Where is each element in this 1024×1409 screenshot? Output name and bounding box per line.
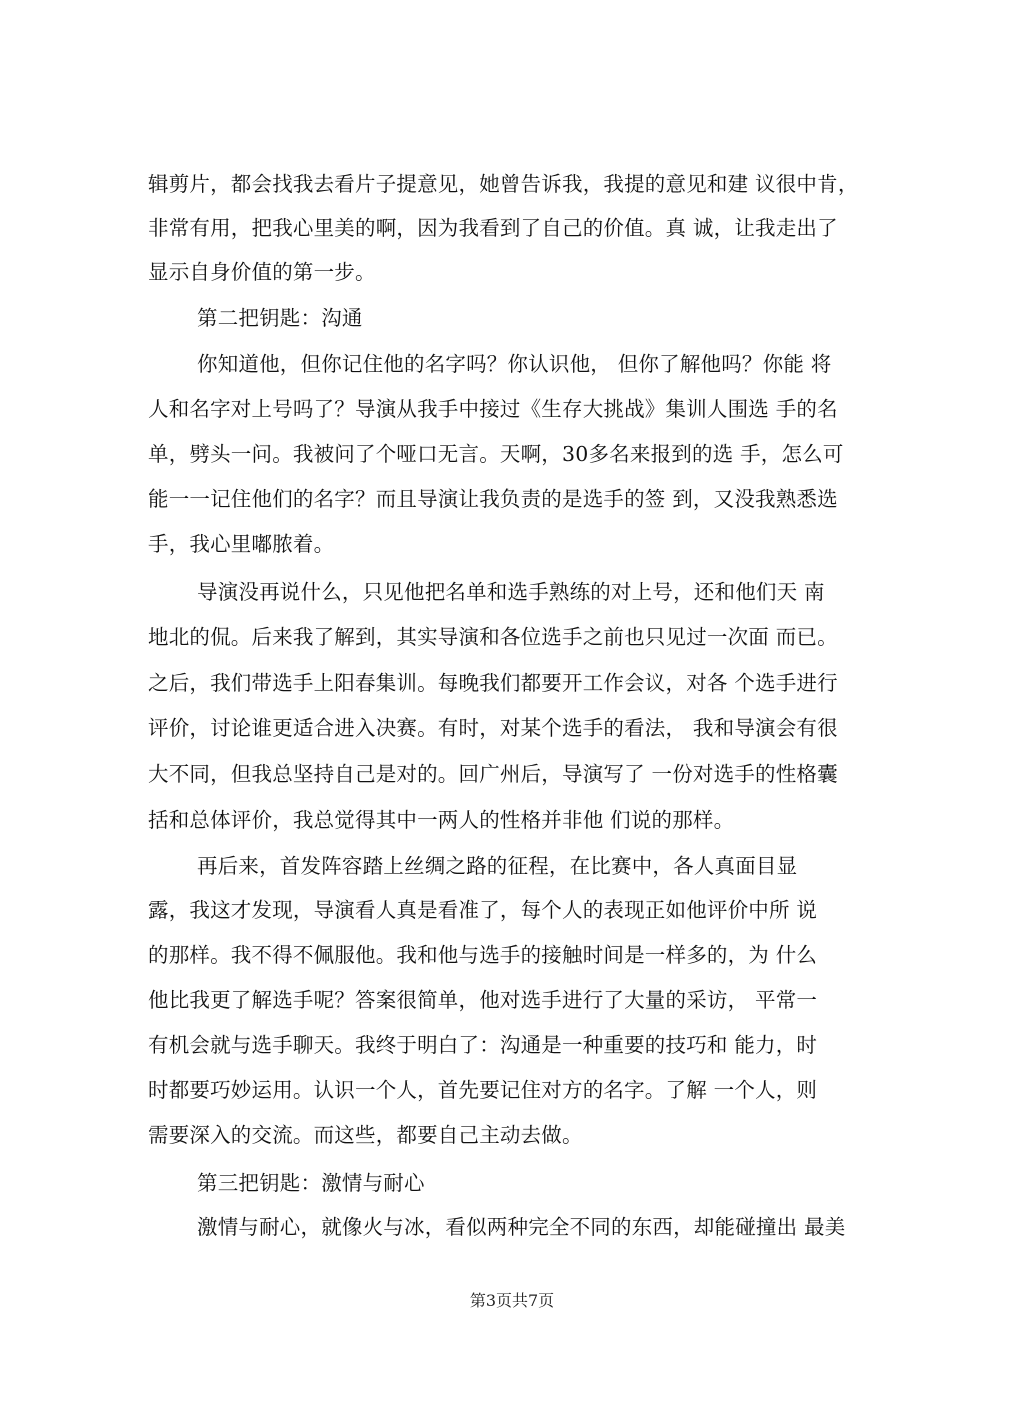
text-line: 露，我这才发现，导演看人真是看准了，每个人的表现正如他评价中所 说 (148, 898, 818, 922)
text-line: 辑剪片，都会找我去看片子提意见，她曾告诉我，我提的意见和建 议很中肯， (148, 172, 859, 196)
text-line: 手，我心里嘟脓着。 (148, 532, 335, 556)
text-line: 之后，我们带选手上阳春集训。每晚我们都要开工作会议，对各 个选手进行 (148, 671, 838, 695)
section-heading: 第三把钥匙：激情与耐心 (197, 1171, 425, 1195)
text-line: 的那样。我不得不佩服他。我和他与选手的接触时间是一样多的，为 什么 (148, 943, 818, 967)
text-line: 大不同，但我总坚持自己是对的。回广州后，导演写了 一份对选手的性格囊 (148, 762, 838, 786)
text-line: 地北的侃。后来我了解到，其实导演和各位选手之前也只见过一次面 而已。 (148, 625, 838, 649)
section-heading: 第二把钥匙：沟通 (197, 306, 363, 330)
text-line: 有机会就与选手聊天。我终于明白了：沟通是一种重要的技巧和 能力，时 (148, 1033, 818, 1057)
text-line: 时都要巧妙运用。认识一个人，首先要记住对方的名字。了解 一个人，则 (148, 1078, 818, 1102)
text-line: 非常有用，把我心里美的啊，因为我看到了自己的价值。真 诚，让我走出了 (148, 216, 838, 240)
text-line: 显示自身价值的第一步。 (148, 260, 376, 284)
page-number-footer: 第3页共7页 (469, 1291, 555, 1310)
text-line: 激情与耐心，就像火与冰，看似两种完全不同的东西，却能碰撞出 最美 (197, 1215, 846, 1239)
text-line: 需要深入的交流。而这些，都要自己主动去做。 (148, 1123, 583, 1147)
text-line: 你知道他，但你记住他的名字吗？你认识他， 但你了解他吗？你能 将 (197, 352, 832, 376)
text-line: 再后来，首发阵容踏上丝绸之路的征程，在比赛中，各人真面目显 (197, 854, 798, 878)
text-line: 单，劈头一问。我被问了个哑口无言。天啊，30多名来报到的选 手，怎么可 (148, 442, 844, 466)
text-line: 括和总体评价，我总觉得其中一两人的性格并非他 们说的那样。 (148, 808, 735, 832)
text-line: 他比我更了解选手呢？答案很简单，他对选手进行了大量的采访， 平常一 (148, 988, 818, 1012)
text-line: 人和名字对上号吗了？导演从我手中接过《生存大挑战》集训人围选 手的名 (148, 397, 838, 421)
text-line: 导演没再说什么，只见他把名单和选手熟练的对上号，还和他们天 南 (197, 580, 825, 604)
text-line: 能一一记住他们的名字？而且导演让我负责的是选手的签 到，又没我熟悉选 (148, 487, 838, 511)
text-line: 评价，讨论谁更适合进入决赛。有时，对某个选手的看法， 我和导演会有很 (148, 716, 838, 740)
